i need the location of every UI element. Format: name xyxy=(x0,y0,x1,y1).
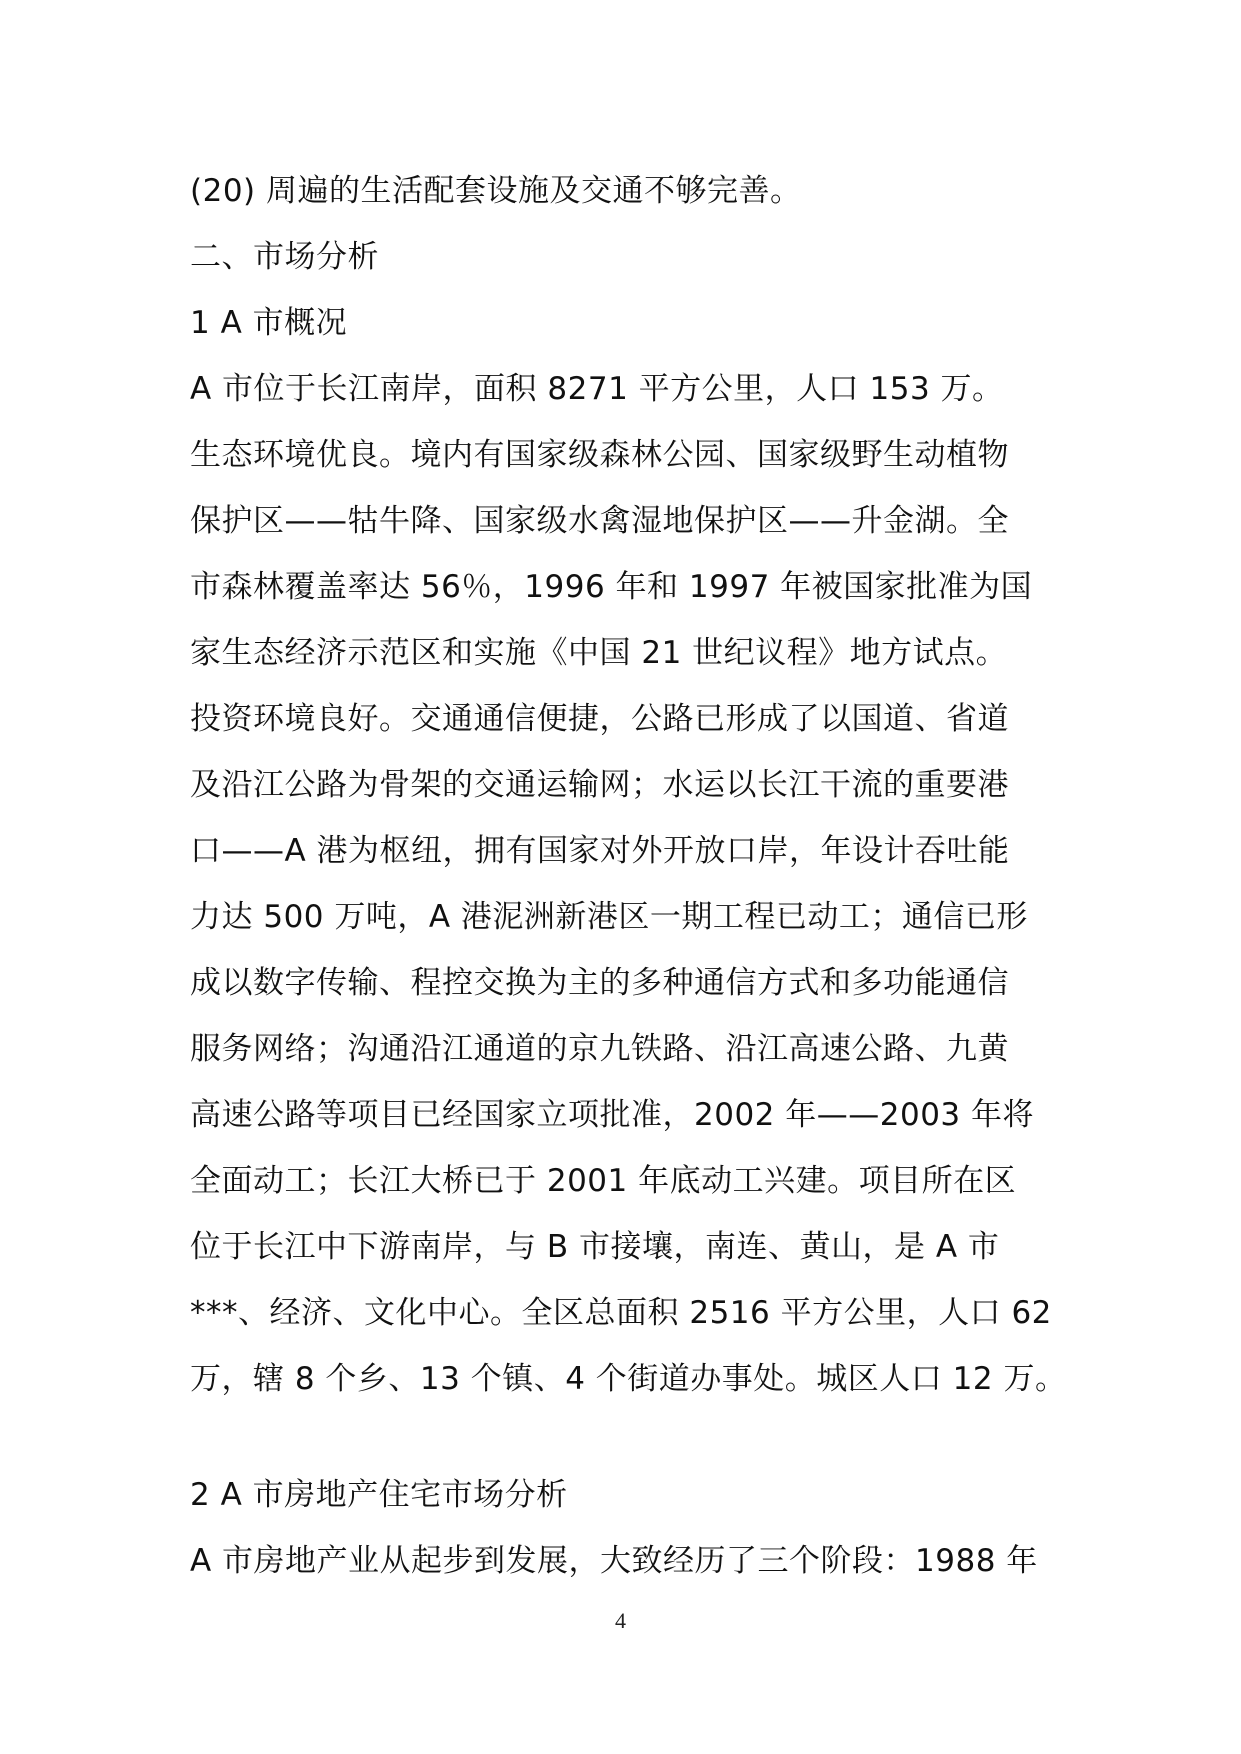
text-line: 万，辖 8 个乡、13 个镇、4 个街道办事处。城区人口 12 万。 xyxy=(190,1361,1067,1397)
text-line: (20) 周遍的生活配套设施及交通不够完善。 xyxy=(190,173,802,209)
text-line: ***、经济、文化中心。全区总面积 2516 平方公里，人口 62 xyxy=(190,1295,1052,1331)
text-line: 力达 500 万吨，A 港泥洲新港区一期工程已动工；通信已形 xyxy=(190,899,1028,935)
text-line: 及沿江公路为骨架的交通运输网；水运以长江干流的重要港 xyxy=(190,767,1009,803)
text-line: 高速公路等项目已经国家立项批准，2002 年——2003 年将 xyxy=(190,1097,1034,1133)
text-line: 全面动工；长江大桥已于 2001 年底动工兴建。项目所在区 xyxy=(190,1163,1017,1199)
text-line: 成以数字传输、程控交换为主的多种通信方式和多功能通信 xyxy=(190,965,1009,1001)
text-line: 服务网络；沟通沿江通道的京九铁路、沿江高速公路、九黄 xyxy=(190,1031,1009,1067)
section-heading: 二、市场分析 xyxy=(190,239,379,275)
document-body xyxy=(190,158,1070,1594)
text-line: 位于长江中下游南岸，与 B 市接壤，南连、黄山，是 A 市 xyxy=(190,1229,1000,1265)
text-line: 家生态经济示范区和实施《中国 21 世纪议程》地方试点。 xyxy=(190,635,1008,671)
text-line: A 市房地产业从起步到发展，大致经历了三个阶段：1988 年 xyxy=(190,1543,1038,1579)
text-line: 投资环境良好。交通通信便捷，公路已形成了以国道、省道 xyxy=(190,701,1009,737)
text-line: 市森林覆盖率达 56％，1996 年和 1997 年被国家批准为国 xyxy=(190,569,1033,605)
subsection-heading: 2 A 市房地产住宅市场分析 xyxy=(190,1477,568,1513)
text-line: A 市位于长江南岸，面积 8271 平方公里，人口 153 万。 xyxy=(190,371,1004,407)
text-line: 保护区——牯牛降、国家级水禽湿地保护区——升金湖。全 xyxy=(190,503,1009,539)
page-number: 4 xyxy=(615,1608,626,1633)
text-line: 生态环境优良。境内有国家级森林公园、国家级野生动植物 xyxy=(190,437,1009,473)
text-line: 口——A 港为枢纽，拥有国家对外开放口岸，年设计吞吐能 xyxy=(190,833,1010,869)
subsection-heading: 1 A 市概况 xyxy=(190,305,348,341)
paragraph-gap xyxy=(190,1412,1070,1462)
